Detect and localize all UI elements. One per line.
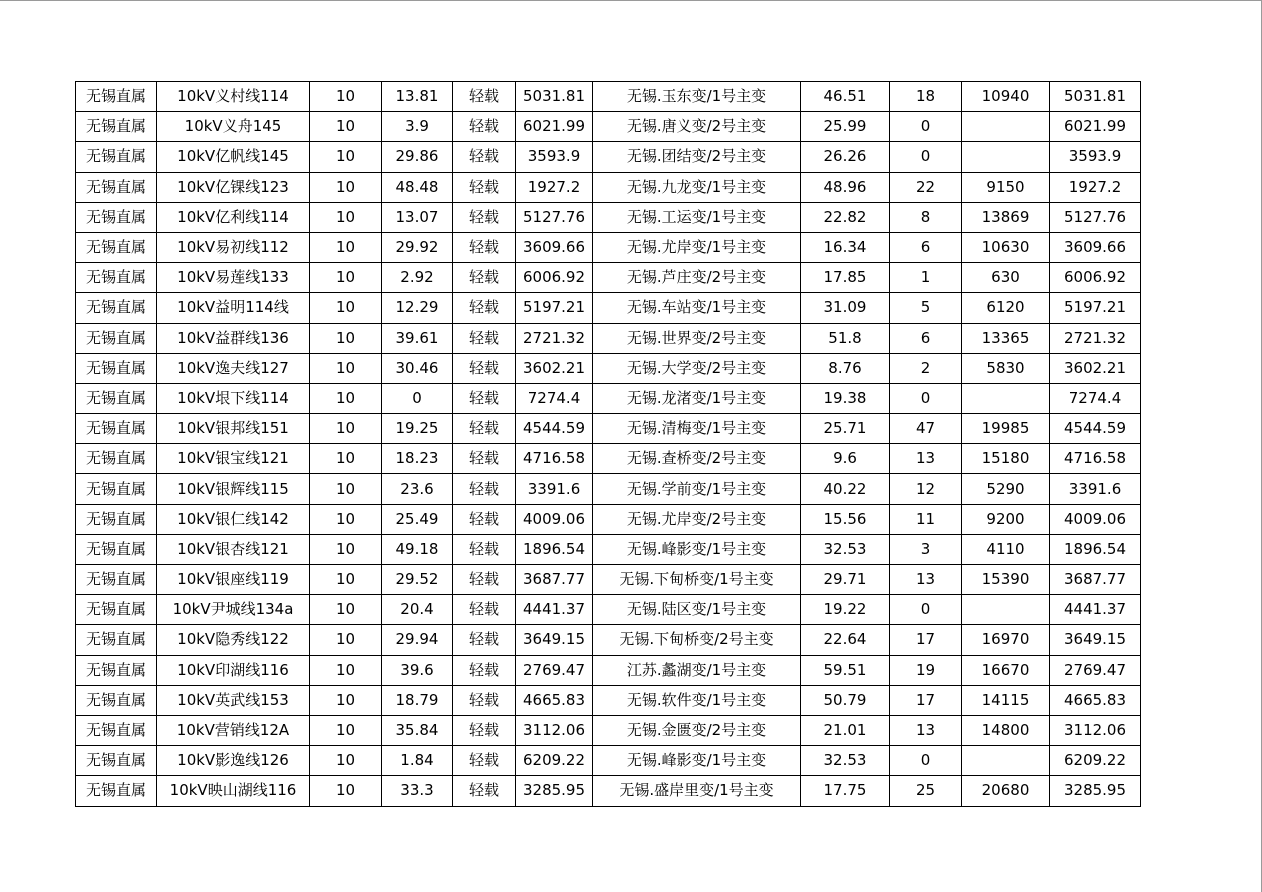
load-rate-cell[interactable]: 13.81 [382, 82, 453, 112]
remaining-capacity-cell[interactable]: 4716.58 [1050, 444, 1141, 474]
feeder-name-cell[interactable]: 10kV银邦线151 [157, 414, 310, 444]
company-cell[interactable]: 无锡直属 [76, 595, 157, 625]
remaining-capacity-cell[interactable]: 3602.21 [1050, 353, 1141, 383]
feeder-name-cell[interactable]: 10kV益明114线 [157, 293, 310, 323]
available-capacity-cell[interactable]: 3593.9 [516, 142, 593, 172]
load-status-cell[interactable]: 轻载 [453, 263, 516, 293]
feeder-name-cell[interactable]: 10kV银仁线142 [157, 504, 310, 534]
available-capacity-cell[interactable]: 5127.76 [516, 202, 593, 232]
substation-transformer-cell[interactable]: 无锡.峰影变/1号主变 [593, 534, 801, 564]
voltage-cell[interactable]: 10 [310, 565, 382, 595]
load-status-cell[interactable]: 轻载 [453, 414, 516, 444]
transformer-load-rate-cell[interactable]: 26.26 [801, 142, 890, 172]
installed-capacity-cell[interactable]: 14115 [962, 685, 1050, 715]
company-cell[interactable]: 无锡直属 [76, 323, 157, 353]
remaining-capacity-cell[interactable]: 2769.47 [1050, 655, 1141, 685]
company-cell[interactable]: 无锡直属 [76, 112, 157, 142]
load-status-cell[interactable]: 轻载 [453, 504, 516, 534]
table-row [76, 715, 1141, 745]
table-row [76, 82, 1141, 112]
voltage-cell[interactable]: 10 [310, 715, 382, 745]
installed-capacity-cell[interactable]: 10630 [962, 232, 1050, 262]
load-rate-cell[interactable]: 2.92 [382, 263, 453, 293]
company-cell[interactable]: 无锡直属 [76, 414, 157, 444]
company-cell[interactable]: 无锡直属 [76, 534, 157, 564]
remaining-capacity-cell[interactable]: 3285.95 [1050, 776, 1141, 806]
feeder-name-cell[interactable]: 10kV尹城线134a [157, 595, 310, 625]
remaining-capacity-cell[interactable]: 3112.06 [1050, 715, 1141, 745]
load-status-cell[interactable]: 轻载 [453, 383, 516, 413]
voltage-cell[interactable]: 10 [310, 655, 382, 685]
transformer-load-rate-cell[interactable]: 40.22 [801, 474, 890, 504]
feeder-name-cell[interactable]: 10kV垠下线114 [157, 383, 310, 413]
installed-capacity-cell[interactable]: 630 [962, 263, 1050, 293]
substation-transformer-cell[interactable]: 无锡.峰影变/1号主变 [593, 746, 801, 776]
available-capacity-cell[interactable]: 6006.92 [516, 263, 593, 293]
substation-transformer-cell[interactable]: 无锡.车站变/1号主变 [593, 293, 801, 323]
voltage-cell[interactable]: 10 [310, 685, 382, 715]
table-row [76, 383, 1141, 413]
available-capacity-cell[interactable]: 3285.95 [516, 776, 593, 806]
load-rate-cell[interactable]: 48.48 [382, 172, 453, 202]
load-rate-cell[interactable]: 1.84 [382, 746, 453, 776]
substation-transformer-cell[interactable]: 无锡.尤岸变/1号主变 [593, 232, 801, 262]
transformer-load-rate-cell[interactable]: 25.71 [801, 414, 890, 444]
voltage-cell[interactable]: 10 [310, 776, 382, 806]
load-status-cell[interactable]: 轻载 [453, 776, 516, 806]
load-rate-cell[interactable]: 39.6 [382, 655, 453, 685]
load-rate-cell[interactable]: 49.18 [382, 534, 453, 564]
user-count-cell[interactable]: 13 [890, 565, 962, 595]
company-cell[interactable]: 无锡直属 [76, 474, 157, 504]
load-rate-cell[interactable]: 23.6 [382, 474, 453, 504]
remaining-capacity-cell[interactable]: 1896.54 [1050, 534, 1141, 564]
feeder-name-cell[interactable]: 10kV易莲线133 [157, 263, 310, 293]
remaining-capacity-cell[interactable]: 6006.92 [1050, 263, 1141, 293]
load-status-cell[interactable]: 轻载 [453, 534, 516, 564]
voltage-cell[interactable]: 10 [310, 383, 382, 413]
remaining-capacity-cell[interactable]: 5127.76 [1050, 202, 1141, 232]
user-count-cell[interactable]: 19 [890, 655, 962, 685]
substation-transformer-cell[interactable]: 无锡.查桥变/2号主变 [593, 444, 801, 474]
remaining-capacity-cell[interactable]: 3593.9 [1050, 142, 1141, 172]
user-count-cell[interactable]: 1 [890, 263, 962, 293]
table-row [76, 565, 1141, 595]
feeder-name-cell[interactable]: 10kV影逸线126 [157, 746, 310, 776]
company-cell[interactable]: 无锡直属 [76, 655, 157, 685]
load-status-cell[interactable]: 轻载 [453, 595, 516, 625]
load-rate-cell[interactable]: 29.92 [382, 232, 453, 262]
substation-transformer-cell[interactable]: 无锡.学前变/1号主变 [593, 474, 801, 504]
remaining-capacity-cell[interactable]: 4665.83 [1050, 685, 1141, 715]
substation-transformer-cell[interactable]: 无锡.软件变/1号主变 [593, 685, 801, 715]
load-status-cell[interactable]: 轻载 [453, 172, 516, 202]
voltage-cell[interactable]: 10 [310, 263, 382, 293]
company-cell[interactable]: 无锡直属 [76, 383, 157, 413]
load-rate-cell[interactable]: 30.46 [382, 353, 453, 383]
available-capacity-cell[interactable]: 3609.66 [516, 232, 593, 262]
substation-transformer-cell[interactable]: 无锡.陆区变/1号主变 [593, 595, 801, 625]
substation-transformer-cell[interactable]: 无锡.芦庄变/2号主变 [593, 263, 801, 293]
installed-capacity-cell[interactable] [962, 595, 1050, 625]
company-cell[interactable]: 无锡直属 [76, 444, 157, 474]
installed-capacity-cell[interactable]: 13869 [962, 202, 1050, 232]
feeder-name-cell[interactable]: 10kV隐秀线122 [157, 625, 310, 655]
feeder-name-cell[interactable]: 10kV银座线119 [157, 565, 310, 595]
installed-capacity-cell[interactable]: 20680 [962, 776, 1050, 806]
load-rate-cell[interactable]: 29.86 [382, 142, 453, 172]
company-cell[interactable]: 无锡直属 [76, 746, 157, 776]
feeder-name-cell[interactable]: 10kV银杏线121 [157, 534, 310, 564]
voltage-cell[interactable]: 10 [310, 82, 382, 112]
load-rate-cell[interactable]: 39.61 [382, 323, 453, 353]
transformer-load-rate-cell[interactable]: 9.6 [801, 444, 890, 474]
substation-transformer-cell[interactable]: 无锡.唐义变/2号主变 [593, 112, 801, 142]
voltage-cell[interactable]: 10 [310, 232, 382, 262]
transformer-load-rate-cell[interactable]: 51.8 [801, 323, 890, 353]
substation-transformer-cell[interactable]: 无锡.清梅变/1号主变 [593, 414, 801, 444]
user-count-cell[interactable]: 47 [890, 414, 962, 444]
company-cell[interactable]: 无锡直属 [76, 565, 157, 595]
substation-transformer-cell[interactable]: 无锡.工运变/1号主变 [593, 202, 801, 232]
available-capacity-cell[interactable]: 3391.6 [516, 474, 593, 504]
installed-capacity-cell[interactable]: 4110 [962, 534, 1050, 564]
user-count-cell[interactable]: 11 [890, 504, 962, 534]
table-row [76, 414, 1141, 444]
remaining-capacity-cell[interactable]: 4441.37 [1050, 595, 1141, 625]
table-row [76, 263, 1141, 293]
feeder-name-cell[interactable]: 10kV银辉线115 [157, 474, 310, 504]
available-capacity-cell[interactable]: 4441.37 [516, 595, 593, 625]
load-status-cell[interactable]: 轻载 [453, 353, 516, 383]
user-count-cell[interactable]: 17 [890, 625, 962, 655]
substation-transformer-cell[interactable]: 无锡.尤岸变/2号主变 [593, 504, 801, 534]
available-capacity-cell[interactable]: 5197.21 [516, 293, 593, 323]
table-row [76, 746, 1141, 776]
user-count-cell[interactable]: 17 [890, 685, 962, 715]
available-capacity-cell[interactable]: 2769.47 [516, 655, 593, 685]
available-capacity-cell[interactable]: 3602.21 [516, 353, 593, 383]
transformer-load-rate-cell[interactable]: 17.75 [801, 776, 890, 806]
table-row [76, 323, 1141, 353]
user-count-cell[interactable]: 12 [890, 474, 962, 504]
load-status-cell[interactable]: 轻载 [453, 444, 516, 474]
feeder-name-cell[interactable]: 10kV英武线153 [157, 685, 310, 715]
feeder-name-cell[interactable]: 10kV义舟145 [157, 112, 310, 142]
voltage-cell[interactable]: 10 [310, 746, 382, 776]
company-cell[interactable]: 无锡直属 [76, 625, 157, 655]
load-status-cell[interactable]: 轻载 [453, 323, 516, 353]
feeder-load-table [75, 81, 1141, 807]
transformer-load-rate-cell[interactable]: 21.01 [801, 715, 890, 745]
substation-transformer-cell[interactable]: 无锡.世界变/2号主变 [593, 323, 801, 353]
load-rate-cell[interactable]: 20.4 [382, 595, 453, 625]
remaining-capacity-cell[interactable]: 3649.15 [1050, 625, 1141, 655]
installed-capacity-cell[interactable] [962, 112, 1050, 142]
load-rate-cell[interactable]: 19.25 [382, 414, 453, 444]
company-cell[interactable]: 无锡直属 [76, 685, 157, 715]
transformer-load-rate-cell[interactable]: 15.56 [801, 504, 890, 534]
load-status-cell[interactable]: 轻载 [453, 625, 516, 655]
company-cell[interactable]: 无锡直属 [76, 715, 157, 745]
available-capacity-cell[interactable]: 3687.77 [516, 565, 593, 595]
user-count-cell[interactable]: 8 [890, 202, 962, 232]
transformer-load-rate-cell[interactable]: 19.22 [801, 595, 890, 625]
transformer-load-rate-cell[interactable]: 46.51 [801, 82, 890, 112]
installed-capacity-cell[interactable]: 9150 [962, 172, 1050, 202]
company-cell[interactable]: 无锡直属 [76, 202, 157, 232]
load-status-cell[interactable]: 轻载 [453, 82, 516, 112]
voltage-cell[interactable]: 10 [310, 353, 382, 383]
voltage-cell[interactable]: 10 [310, 293, 382, 323]
installed-capacity-cell[interactable]: 15390 [962, 565, 1050, 595]
user-count-cell[interactable]: 0 [890, 383, 962, 413]
table-row [76, 504, 1141, 534]
user-count-cell[interactable]: 22 [890, 172, 962, 202]
remaining-capacity-cell[interactable]: 6021.99 [1050, 112, 1141, 142]
table-row [76, 534, 1141, 564]
transformer-load-rate-cell[interactable]: 48.96 [801, 172, 890, 202]
user-count-cell[interactable]: 18 [890, 82, 962, 112]
installed-capacity-cell[interactable]: 13365 [962, 323, 1050, 353]
transformer-load-rate-cell[interactable]: 17.85 [801, 263, 890, 293]
load-status-cell[interactable]: 轻载 [453, 202, 516, 232]
available-capacity-cell[interactable]: 6021.99 [516, 112, 593, 142]
company-cell[interactable]: 无锡直属 [76, 776, 157, 806]
substation-transformer-cell[interactable]: 无锡.盛岸里变/1号主变 [593, 776, 801, 806]
available-capacity-cell[interactable]: 3112.06 [516, 715, 593, 745]
feeder-name-cell[interactable]: 10kV亿锞线123 [157, 172, 310, 202]
table-row [76, 655, 1141, 685]
installed-capacity-cell[interactable]: 9200 [962, 504, 1050, 534]
available-capacity-cell[interactable]: 4665.83 [516, 685, 593, 715]
table-row [76, 112, 1141, 142]
user-count-cell[interactable]: 0 [890, 142, 962, 172]
substation-transformer-cell[interactable]: 无锡.玉东变/1号主变 [593, 82, 801, 112]
user-count-cell[interactable]: 0 [890, 112, 962, 142]
load-status-cell[interactable]: 轻载 [453, 232, 516, 262]
spreadsheet-area [75, 81, 1141, 807]
installed-capacity-cell[interactable] [962, 142, 1050, 172]
remaining-capacity-cell[interactable]: 4009.06 [1050, 504, 1141, 534]
transformer-load-rate-cell[interactable]: 22.64 [801, 625, 890, 655]
transformer-load-rate-cell[interactable]: 32.53 [801, 746, 890, 776]
installed-capacity-cell[interactable]: 15180 [962, 444, 1050, 474]
table-body [76, 82, 1141, 807]
load-status-cell[interactable]: 轻载 [453, 293, 516, 323]
remaining-capacity-cell[interactable]: 6209.22 [1050, 746, 1141, 776]
load-rate-cell[interactable]: 33.3 [382, 776, 453, 806]
feeder-name-cell[interactable]: 10kV印湖线116 [157, 655, 310, 685]
voltage-cell[interactable]: 10 [310, 202, 382, 232]
transformer-load-rate-cell[interactable]: 22.82 [801, 202, 890, 232]
load-rate-cell[interactable]: 29.94 [382, 625, 453, 655]
load-rate-cell[interactable]: 13.07 [382, 202, 453, 232]
feeder-name-cell[interactable]: 10kV易初线112 [157, 232, 310, 262]
transformer-load-rate-cell[interactable]: 32.53 [801, 534, 890, 564]
page-top-border [0, 0, 1262, 1]
substation-transformer-cell[interactable]: 无锡.团结变/2号主变 [593, 142, 801, 172]
load-status-cell[interactable]: 轻载 [453, 715, 516, 745]
voltage-cell[interactable]: 10 [310, 504, 382, 534]
available-capacity-cell[interactable]: 1927.2 [516, 172, 593, 202]
remaining-capacity-cell[interactable]: 7274.4 [1050, 383, 1141, 413]
remaining-capacity-cell[interactable]: 5197.21 [1050, 293, 1141, 323]
user-count-cell[interactable]: 13 [890, 715, 962, 745]
company-cell[interactable]: 无锡直属 [76, 82, 157, 112]
table-row [76, 685, 1141, 715]
installed-capacity-cell[interactable]: 16970 [962, 625, 1050, 655]
substation-transformer-cell[interactable]: 无锡.金匮变/2号主变 [593, 715, 801, 745]
substation-transformer-cell[interactable]: 无锡.下甸桥变/1号主变 [593, 565, 801, 595]
table-row [76, 595, 1141, 625]
table-row [76, 232, 1141, 262]
installed-capacity-cell[interactable]: 19985 [962, 414, 1050, 444]
feeder-name-cell[interactable]: 10kV义村线114 [157, 82, 310, 112]
table-row [76, 293, 1141, 323]
available-capacity-cell[interactable]: 3649.15 [516, 625, 593, 655]
voltage-cell[interactable]: 10 [310, 112, 382, 142]
load-rate-cell[interactable]: 35.84 [382, 715, 453, 745]
available-capacity-cell[interactable]: 4716.58 [516, 444, 593, 474]
installed-capacity-cell[interactable] [962, 746, 1050, 776]
voltage-cell[interactable]: 10 [310, 534, 382, 564]
feeder-name-cell[interactable]: 10kV逸夫线127 [157, 353, 310, 383]
load-status-cell[interactable]: 轻载 [453, 142, 516, 172]
transformer-load-rate-cell[interactable]: 16.34 [801, 232, 890, 262]
table-row [76, 776, 1141, 806]
user-count-cell[interactable]: 5 [890, 293, 962, 323]
transformer-load-rate-cell[interactable]: 50.79 [801, 685, 890, 715]
load-status-cell[interactable]: 轻载 [453, 685, 516, 715]
user-count-cell[interactable]: 0 [890, 595, 962, 625]
installed-capacity-cell[interactable]: 5290 [962, 474, 1050, 504]
load-rate-cell[interactable]: 29.52 [382, 565, 453, 595]
remaining-capacity-cell[interactable]: 3687.77 [1050, 565, 1141, 595]
table-row [76, 142, 1141, 172]
transformer-load-rate-cell[interactable]: 29.71 [801, 565, 890, 595]
load-status-cell[interactable]: 轻载 [453, 655, 516, 685]
user-count-cell[interactable]: 3 [890, 534, 962, 564]
load-rate-cell[interactable]: 18.23 [382, 444, 453, 474]
company-cell[interactable]: 无锡直属 [76, 142, 157, 172]
feeder-name-cell[interactable]: 10kV营销线12A [157, 715, 310, 745]
substation-transformer-cell[interactable]: 无锡.下甸桥变/2号主变 [593, 625, 801, 655]
transformer-load-rate-cell[interactable]: 31.09 [801, 293, 890, 323]
company-cell[interactable]: 无锡直属 [76, 353, 157, 383]
load-rate-cell[interactable]: 25.49 [382, 504, 453, 534]
load-rate-cell[interactable]: 0 [382, 383, 453, 413]
load-status-cell[interactable]: 轻载 [453, 565, 516, 595]
table-row [76, 353, 1141, 383]
available-capacity-cell[interactable]: 2721.32 [516, 323, 593, 353]
available-capacity-cell[interactable]: 4009.06 [516, 504, 593, 534]
voltage-cell[interactable]: 10 [310, 625, 382, 655]
user-count-cell[interactable]: 6 [890, 232, 962, 262]
table-row [76, 474, 1141, 504]
voltage-cell[interactable]: 10 [310, 323, 382, 353]
load-status-cell[interactable]: 轻载 [453, 746, 516, 776]
feeder-name-cell[interactable]: 10kV亿利线114 [157, 202, 310, 232]
remaining-capacity-cell[interactable]: 1927.2 [1050, 172, 1141, 202]
voltage-cell[interactable]: 10 [310, 474, 382, 504]
load-rate-cell[interactable]: 3.9 [382, 112, 453, 142]
remaining-capacity-cell[interactable]: 3609.66 [1050, 232, 1141, 262]
company-cell[interactable]: 无锡直属 [76, 504, 157, 534]
available-capacity-cell[interactable]: 7274.4 [516, 383, 593, 413]
company-cell[interactable]: 无锡直属 [76, 172, 157, 202]
company-cell[interactable]: 无锡直属 [76, 293, 157, 323]
user-count-cell[interactable]: 13 [890, 444, 962, 474]
substation-transformer-cell[interactable]: 无锡.龙渚变/1号主变 [593, 383, 801, 413]
company-cell[interactable]: 无锡直属 [76, 263, 157, 293]
remaining-capacity-cell[interactable]: 3391.6 [1050, 474, 1141, 504]
remaining-capacity-cell[interactable]: 4544.59 [1050, 414, 1141, 444]
installed-capacity-cell[interactable]: 16670 [962, 655, 1050, 685]
substation-transformer-cell[interactable]: 江苏.蠡湖变/1号主变 [593, 655, 801, 685]
substation-transformer-cell[interactable]: 无锡.九龙变/1号主变 [593, 172, 801, 202]
voltage-cell[interactable]: 10 [310, 172, 382, 202]
user-count-cell[interactable]: 2 [890, 353, 962, 383]
feeder-name-cell[interactable]: 10kV益群线136 [157, 323, 310, 353]
installed-capacity-cell[interactable]: 14800 [962, 715, 1050, 745]
table-row [76, 625, 1141, 655]
substation-transformer-cell[interactable]: 无锡.大学变/2号主变 [593, 353, 801, 383]
available-capacity-cell[interactable]: 6209.22 [516, 746, 593, 776]
user-count-cell[interactable]: 0 [890, 746, 962, 776]
transformer-load-rate-cell[interactable]: 59.51 [801, 655, 890, 685]
available-capacity-cell[interactable]: 1896.54 [516, 534, 593, 564]
table-row [76, 444, 1141, 474]
transformer-load-rate-cell[interactable]: 8.76 [801, 353, 890, 383]
feeder-name-cell[interactable]: 10kV映山湖线116 [157, 776, 310, 806]
remaining-capacity-cell[interactable]: 2721.32 [1050, 323, 1141, 353]
load-status-cell[interactable]: 轻载 [453, 112, 516, 142]
table-row [76, 202, 1141, 232]
installed-capacity-cell[interactable] [962, 383, 1050, 413]
available-capacity-cell[interactable]: 4544.59 [516, 414, 593, 444]
table-row [76, 172, 1141, 202]
voltage-cell[interactable]: 10 [310, 414, 382, 444]
voltage-cell[interactable]: 10 [310, 444, 382, 474]
load-status-cell[interactable]: 轻载 [453, 474, 516, 504]
user-count-cell[interactable]: 25 [890, 776, 962, 806]
installed-capacity-cell[interactable]: 10940 [962, 82, 1050, 112]
transformer-load-rate-cell[interactable]: 25.99 [801, 112, 890, 142]
available-capacity-cell[interactable]: 5031.81 [516, 82, 593, 112]
installed-capacity-cell[interactable]: 6120 [962, 293, 1050, 323]
feeder-name-cell[interactable]: 10kV亿帆线145 [157, 142, 310, 172]
load-rate-cell[interactable]: 12.29 [382, 293, 453, 323]
load-rate-cell[interactable]: 18.79 [382, 685, 453, 715]
feeder-name-cell[interactable]: 10kV银宝线121 [157, 444, 310, 474]
voltage-cell[interactable]: 10 [310, 142, 382, 172]
user-count-cell[interactable]: 6 [890, 323, 962, 353]
company-cell[interactable]: 无锡直属 [76, 232, 157, 262]
remaining-capacity-cell[interactable]: 5031.81 [1050, 82, 1141, 112]
installed-capacity-cell[interactable]: 5830 [962, 353, 1050, 383]
voltage-cell[interactable]: 10 [310, 595, 382, 625]
transformer-load-rate-cell[interactable]: 19.38 [801, 383, 890, 413]
